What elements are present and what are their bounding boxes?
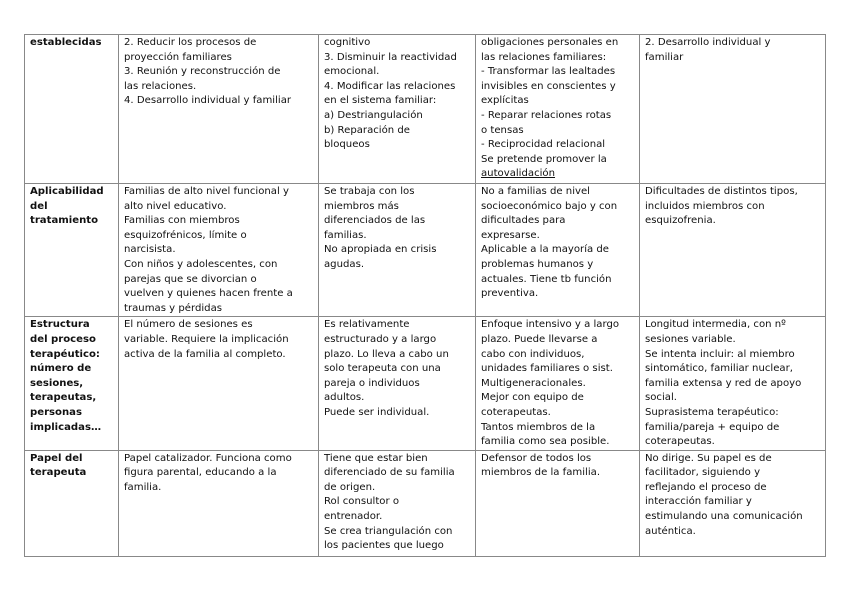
cell-text-line: Dificultades de distintos tipos, <box>645 186 798 197</box>
cell-text-line: problemas humanos y <box>481 258 594 270</box>
row-header-cell <box>25 317 119 450</box>
row-header-line: establecidas <box>30 37 102 48</box>
cell-text-line: b) Reparación de <box>324 124 411 136</box>
table-row <box>25 184 826 317</box>
cell-text-line: - Reciprocidad relacional <box>481 139 606 151</box>
cell-text-line: invisibles en conscientes y <box>481 80 616 92</box>
row-header-line: del <box>30 200 48 212</box>
cell-text-line: Puede ser individual. <box>324 406 430 418</box>
cell-text-line: emocional. <box>324 66 380 78</box>
cell-text-line: estimulando una comunicación <box>645 511 803 523</box>
table-cell <box>119 35 319 184</box>
cell-text-line: miembros de la familia. <box>481 467 601 479</box>
table-cell <box>319 450 476 556</box>
cell-text-line: 2. Reducir los procesos de <box>124 37 257 48</box>
cell-text-line: diferenciado de su familia <box>324 467 455 479</box>
table-cell <box>476 35 640 184</box>
row-header-cell <box>25 35 119 184</box>
cell-text-line: Familias de alto nivel funcional y <box>124 186 289 197</box>
cell-text-line: solo terapeuta con una <box>324 363 441 375</box>
cell-text-line: Se crea triangulación con <box>324 525 453 537</box>
cell-text-line: Longitud intermedia, con nº <box>645 319 786 331</box>
cell-text-line: familia. <box>124 481 162 493</box>
cell-text-line: adultos. <box>324 392 365 404</box>
table-cell <box>119 184 319 317</box>
table-cell <box>640 35 826 184</box>
cell-text-line: incluidos miembros con <box>645 200 765 212</box>
cell-text-line: las relaciones. <box>124 80 197 92</box>
cell-text-line: familia/pareja + equipo de <box>645 421 780 433</box>
table-row <box>25 450 826 556</box>
cell-text-line: parejas que se divorcian o <box>124 273 257 285</box>
cell-text-line: dificultades para <box>481 215 566 227</box>
table-row <box>25 317 826 450</box>
table-body <box>25 35 826 557</box>
row-header-line: del proceso <box>30 333 96 345</box>
cell-text-line: a) Destriangulación <box>324 109 423 121</box>
row-header-line: personas <box>30 406 82 418</box>
cell-text-line: facilitador, siguiendo y <box>645 467 761 479</box>
row-header-line: Aplicabilidad <box>30 186 104 197</box>
cell-text-line: cognitivo <box>324 37 371 48</box>
cell-text-line: o tensas <box>481 124 524 136</box>
cell-text-line: expresarse. <box>481 229 540 241</box>
cell-text-line: Papel catalizador. Funciona como <box>124 452 292 464</box>
cell-text-line: obligaciones personales en <box>481 37 619 48</box>
cell-text-line: plazo. Puede llevarse a <box>481 333 598 345</box>
comparison-table <box>24 34 826 557</box>
row-header-line: sesiones, <box>30 377 84 389</box>
cell-text-line: Defensor de todos los <box>481 452 592 464</box>
cell-text-line: bloqueos <box>324 139 370 151</box>
cell-text-line: traumas y pérdidas <box>124 302 223 314</box>
row-header-line: tratamiento <box>30 215 99 227</box>
cell-text-line: sesiones variable. <box>645 333 736 345</box>
cell-text-line: de origen. <box>324 481 376 493</box>
table-cell <box>119 317 319 450</box>
cell-text-line: 4. Desarrollo individual y familiar <box>124 95 292 107</box>
row-header-cell <box>25 184 119 317</box>
cell-text-line: Familias con miembros <box>124 215 240 227</box>
table-cell <box>319 317 476 450</box>
cell-text-line: Se trabaja con los <box>324 186 415 197</box>
cell-text-line: No dirige. Su papel es de <box>645 452 772 464</box>
cell-text-line: explícitas <box>481 95 529 107</box>
cell-text-line: los pacientes que luego <box>324 540 444 552</box>
cell-text-line: familiar <box>645 51 684 63</box>
table-cell <box>476 317 640 450</box>
table-cell <box>476 184 640 317</box>
cell-text-line: actuales. Tiene tb función <box>481 273 612 285</box>
cell-text-line: entrenador. <box>324 511 383 523</box>
cell-text-line: plazo. Lo lleva a cabo un <box>324 348 449 360</box>
cell-text-line: narcisista. <box>124 244 176 256</box>
cell-text-line: familia como sea posible. <box>481 436 610 448</box>
cell-text-line: en el sistema familiar: <box>324 95 437 107</box>
cell-text-line: cabo con individuos, <box>481 348 585 360</box>
row-header-line: terapeutas, <box>30 392 97 404</box>
cell-text-line: proyección familiares <box>124 51 232 63</box>
cell-text-line: El número de sesiones es <box>124 319 253 331</box>
cell-text-line: auténtica. <box>645 525 696 537</box>
row-header-line: Papel del <box>30 452 83 464</box>
cell-text-line: 3. Disminuir la reactividad <box>324 51 457 63</box>
cell-text-line: alto nivel educativo. <box>124 200 227 212</box>
cell-text-line: Se pretende promover la <box>481 153 607 165</box>
cell-text-line: esquizofrenia. <box>645 215 716 227</box>
table-cell <box>640 184 826 317</box>
table-cell <box>119 450 319 556</box>
cell-text-line: vuelven y quienes hacen frente a <box>124 288 293 300</box>
cell-text-line: autovalidación <box>481 168 556 180</box>
table-cell <box>319 35 476 184</box>
cell-text-line: estructurado y a largo <box>324 333 437 345</box>
cell-text-line: unidades familiares o sist. <box>481 363 613 375</box>
cell-text-line: Enfoque intensivo y a largo <box>481 319 620 331</box>
cell-text-line: Mejor con equipo de <box>481 392 584 404</box>
cell-text-line: Con niños y adolescentes, con <box>124 258 278 270</box>
cell-text-line: Tantos miembros de la <box>481 421 596 433</box>
cell-text-line: miembros más <box>324 200 399 212</box>
cell-text-line: 4. Modificar las relaciones <box>324 80 456 92</box>
table-cell <box>476 450 640 556</box>
cell-text-line: reflejando el proceso de <box>645 481 767 493</box>
cell-text-line: coterapeutas. <box>645 436 715 448</box>
cell-text-line: familia extensa y red de apoyo <box>645 377 802 389</box>
cell-text-line: 3. Reunión y reconstrucción de <box>124 66 281 78</box>
cell-text-line: sintomático, familiar nuclear, <box>645 363 793 375</box>
cell-text-line: agudas. <box>324 258 365 270</box>
table-cell <box>640 317 826 450</box>
cell-text-line: No apropiada en crisis <box>324 244 437 256</box>
cell-text-line: esquizofrénicos, límite o <box>124 229 247 241</box>
cell-text-line: Es relativamente <box>324 319 410 331</box>
cell-text-line: interacción familiar y <box>645 496 752 508</box>
row-header-line: terapéutico: <box>30 348 100 360</box>
row-header-line: implicadas… <box>30 421 102 433</box>
cell-text-line: Aplicable a la mayoría de <box>481 244 610 256</box>
cell-text-line: las relaciones familiares: <box>481 51 607 63</box>
cell-text-line: coterapeutas. <box>481 406 551 418</box>
cell-text-line: pareja o individuos <box>324 377 420 389</box>
cell-text-line: - Transformar las lealtades <box>481 66 616 78</box>
cell-text-line: variable. Requiere la implicación <box>124 333 289 345</box>
cell-text-line: Suprasistema terapéutico: <box>645 406 779 418</box>
row-header-cell <box>25 450 119 556</box>
cell-text-line: No a familias de nivel <box>481 186 590 197</box>
cell-text-line: familias. <box>324 229 367 241</box>
cell-text-line: - Reparar relaciones rotas <box>481 109 612 121</box>
table-row <box>25 35 826 184</box>
cell-text-line: activa de la familia al completo. <box>124 348 286 360</box>
row-header-line: número de <box>30 363 92 375</box>
row-header-line: terapeuta <box>30 467 87 479</box>
table-cell <box>319 184 476 317</box>
cell-text-line: social. <box>645 392 677 404</box>
cell-text-line: socioeconómico bajo y con <box>481 200 618 212</box>
row-header-line: Estructura <box>30 319 90 331</box>
cell-text-line: diferenciados de las <box>324 215 426 227</box>
cell-text-line: figura parental, educando a la <box>124 467 277 479</box>
cell-text-line: Tiene que estar bien <box>324 452 428 464</box>
cell-text-line: Multigeneracionales. <box>481 377 586 389</box>
cell-text-line: preventiva. <box>481 288 539 300</box>
cell-text-line: 2. Desarrollo individual y <box>645 37 771 48</box>
cell-text-line: Rol consultor o <box>324 496 399 508</box>
table-cell <box>640 450 826 556</box>
cell-text-line: Se intenta incluir: al miembro <box>645 348 795 360</box>
